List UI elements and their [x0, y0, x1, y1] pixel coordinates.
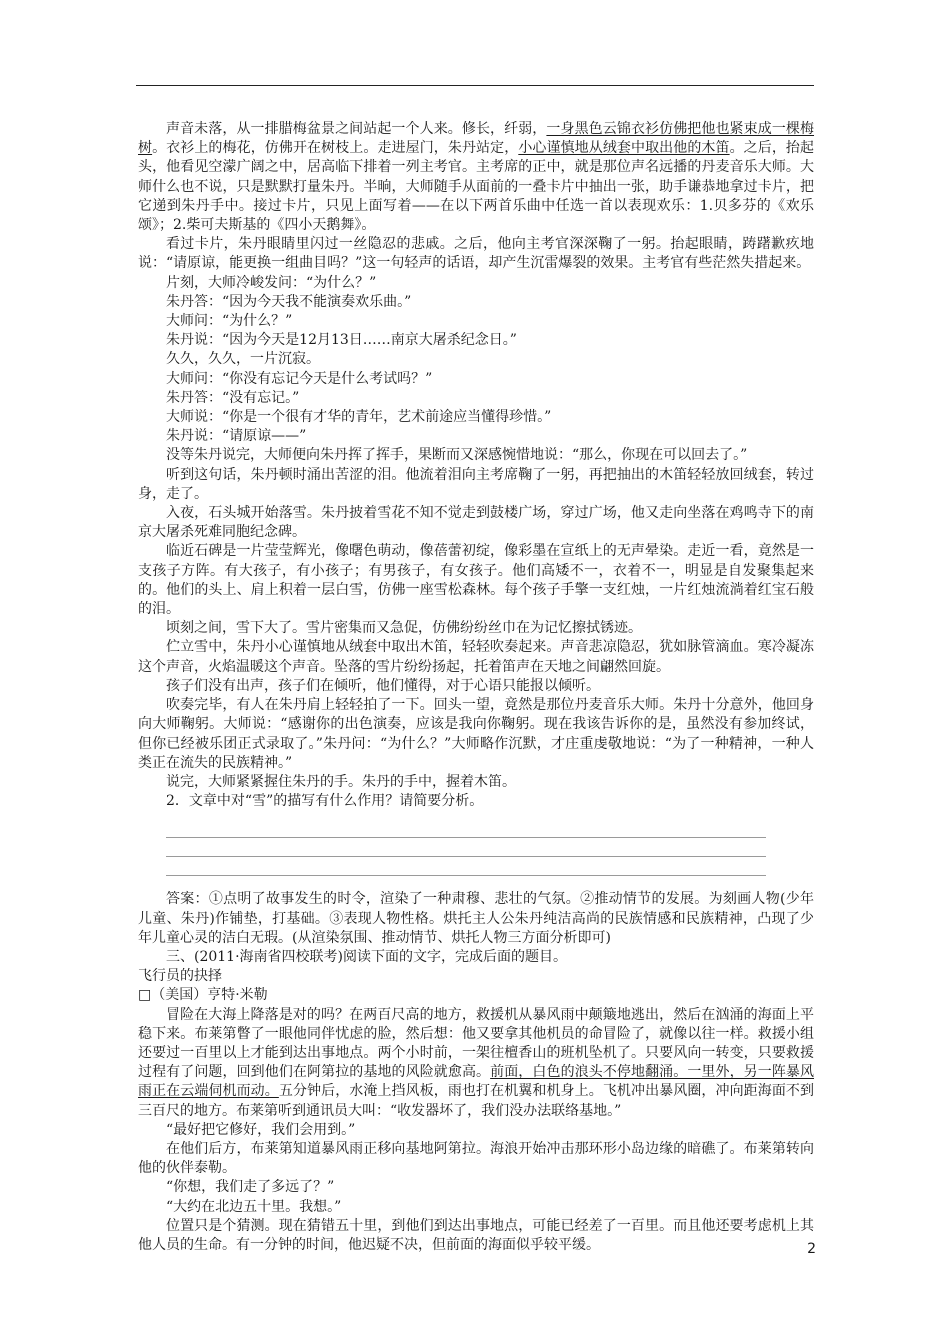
story-2-paragraph: 冒险在大海上降落是对的吗？在两百尺高的地方，救援机从暴风雨中颠簸地逃出，然后在汹涌的海面上平稳下来。布莱第瞥了一眼他同伴忧虑的脸，然后想：他又要拿其他机员的命冒险了，就像以往一样。救援小组还要过一百里以上才能到达出事地点。两个小时前，一架往檀香山的班机坠机了。只要风向一转变，只要救援过程有了问题，回到他们在阿第拉的基地的风险就愈高。前面，白色的浪头不停地翻涌。一里外，另一阵暴风雨正在云端伺机而动。五分钟后，水淹上挡风板，雨也打在机翼和机身上。飞机冲出暴风圈，冲向距海面不到三百尺的地方。布莱第听到通讯员大叫：“收发器坏了，我们没办法联络基地。”: [138, 1006, 815, 1119]
header-rule: [136, 85, 814, 86]
underlined-sentence: 小心谨慎地从绒套中取出他的木笛: [518, 140, 730, 157]
story-paragraph: 听到这句话，朱丹顿时涌出苦涩的泪。他流着泪向主考席鞠了一躬，再把抽出的木笛轻轻放回绒套，转过身，走了。: [138, 466, 814, 502]
answer-line: [166, 838, 766, 857]
story-paragraph: 久久，久久，一片沉寂。: [166, 351, 320, 368]
underlined-sentence: 一身黑色云锦衣衫仿佛把他也紧束成一棵梅树: [138, 121, 815, 157]
underlined-sentence: 前面，白色的浪头不停地翻涌。一里外，另一阵暴风雨正在云端伺机而动。: [138, 1064, 815, 1100]
story-paragraph: 入夜，石头城开始落雪。朱丹披着雪花不知不觉走到鼓楼广场，穿过广场，他又走向坐落在鸡鸣寺下的南京大屠杀死难同胞纪念碑。: [138, 505, 814, 541]
answer-line: [166, 819, 766, 838]
story-paragraph: 朱丹答：“因为今天我不能演奏欢乐曲。”: [166, 293, 412, 310]
story-2-paragraph: 位置只是个猜测。现在猜错五十里，到他们到达出事地点，可能已经差了一百里。而且他还要考虑机上其他人员的生命。有一分钟的时间，他迟疑不决，但前面的海面似乎较平缓。: [138, 1217, 814, 1253]
story-paragraph: 片刻，大师冷峻发问：“为什么？”: [166, 274, 377, 291]
story-paragraph: 朱丹答：“没有忘记。”: [166, 389, 300, 406]
story-paragraph: 大师问：“你没有忘记今天是什么考试吗？”: [166, 370, 433, 387]
page-number: 2: [807, 1241, 816, 1257]
story-2-author: □（美国）亨特·米勒: [138, 987, 268, 1004]
story-paragraph: 朱丹说：“请原谅——”: [166, 428, 307, 445]
story-paragraph: 声音未落，从一排腊梅盆景之间站起一个人来。修长，纤弱，一身黑色云锦衣衫仿佛把他也紧束成一棵梅树。衣衫上的梅花，仿佛开在树枝上。走进屋门，朱丹站定，小心谨慎地从绒套中取出他的木笛。之后，抬起头，他看见空濛广阔之中，居高临下排着一列主考官。主考席的正中，就是那位声名远播的丹麦音乐大师。大师什么也不说，只是默默打量朱丹。半晌，大师随手从面前的一叠卡片中抽出一张，助手谦恭地拿过卡片，把它递到朱丹手中。接过卡片，只见上面写着——在以下两首乐曲中任选一首以表现欢乐：1.贝多芬的《欢乐颂》；2.柴可夫斯基的《四小天鹅舞》。: [138, 121, 815, 234]
answer-text: 答案：①点明了故事发生的时令，渲染了一种肃穆、悲壮的气氛。②推动情节的发展。为刻画人物(少年儿童、朱丹)作铺垫，打基础。③表现人物性格。烘托主人公朱丹纯洁高尚的民族情感和民族精神，凸现了少年儿童心灵的洁白无瑕。(从渲染氛围、推动情节、烘托人物三方面分析即可): [138, 891, 814, 946]
story-2-paragraph: “大约在北边五十里。我想。”: [166, 1198, 342, 1215]
story-paragraph: 朱丹说：“因为今天是12月13日……南京大屠杀纪念日。”: [166, 332, 517, 349]
story-paragraph: 伫立雪中，朱丹小心谨慎地从绒套中取出木笛，轻轻吹奏起来。声音悲凉隐忍，犹如脉管滴血。寒冷凝冻这个声音，火焰温暖这个声音。坠落的雪片纷纷扬起，托着笛声在天地之间翩然回旋。: [138, 639, 814, 675]
question-2: 2．文章中对“雪”的描写有什么作用？请简要分析。: [166, 793, 484, 810]
document-body: [138, 120, 814, 1255]
story-paragraph: 说完，大师紧紧握住朱丹的手。朱丹的手中，握着木笛。: [166, 773, 516, 790]
section-3-heading: 三、(2011·海南省四校联考)阅读下面的文字，完成后面的题目。: [166, 948, 568, 965]
story-2-paragraph: “最好把它修好，我们会用到。”: [166, 1121, 356, 1138]
answer-line: [166, 857, 766, 876]
answer-blank-lines: [166, 819, 814, 876]
story-paragraph: 大师问：“为什么？”: [166, 313, 293, 330]
story-paragraph: 临近石碑是一片莹莹辉光，像曙色萌动，像蓓蕾初绽，像彩墨在宣纸上的无声晕染。走近一看，竟然是一支孩子方阵。有大孩子，有小孩子；有男孩子，有女孩子。他们高矮不一，衣着不一，明显是自发聚集起来的。他们的头上、肩上积着一层白雪，仿佛一座雪松森林。每个孩子手擎一支红烛，一片红烛流淌着红宝石般的泪。: [138, 543, 814, 618]
story-paragraph: 没等朱丹说完，大师便向朱丹挥了挥手，果断而又深感惋惜地说：“那么，你现在可以回去了。”: [166, 447, 748, 464]
story-paragraph: 顷刻之间，雪下大了。雪片密集而又急促，仿佛纷纷丝巾在为记忆擦拭锈迹。: [166, 620, 642, 637]
story-paragraph: 看过卡片，朱丹眼睛里闪过一丝隐忍的悲戚。之后，他向主考官深深鞠了一躬。抬起眼睛，踌躇歉疚地说：“请原谅，能更换一组曲目吗？”这一句轻声的话语，却产生沉雷爆裂的效果。主考官有些茫然失措起来。: [138, 236, 814, 272]
story-2-title: 飞行员的抉择: [138, 968, 222, 985]
story-paragraph: 吹奏完毕，有人在朱丹肩上轻轻拍了一下。回头一望，竟然是那位丹麦音乐大师。朱丹十分意外，他回身向大师鞠躬。大师说：“感谢你的出色演奏，应该是我向你鞠躬。现在我该告诉你的是，虽然没有参加终试，但你已经被乐团正式录取了。”朱丹问：“为什么？”大师略作沉默，才庄重虔敬地说：“为了一种精神，一种人类正在流失的民族精神。”: [138, 697, 814, 771]
story-2-paragraph: “你想，我们走了多远了？”: [166, 1179, 335, 1196]
story-paragraph: 孩子们没有出声，孩子们在倾听，他们懂得，对于心语只能报以倾听。: [166, 677, 600, 694]
story-paragraph: 大师说：“你是一个很有才华的青年，艺术前途应当懂得珍惜。”: [166, 409, 552, 426]
story-2-paragraph: 在他们后方，布莱第知道暴风雨正移向基地阿第拉。海浪开始冲击那环形小岛边缘的暗礁了。布莱第转向他的伙伴泰勒。: [138, 1140, 814, 1177]
